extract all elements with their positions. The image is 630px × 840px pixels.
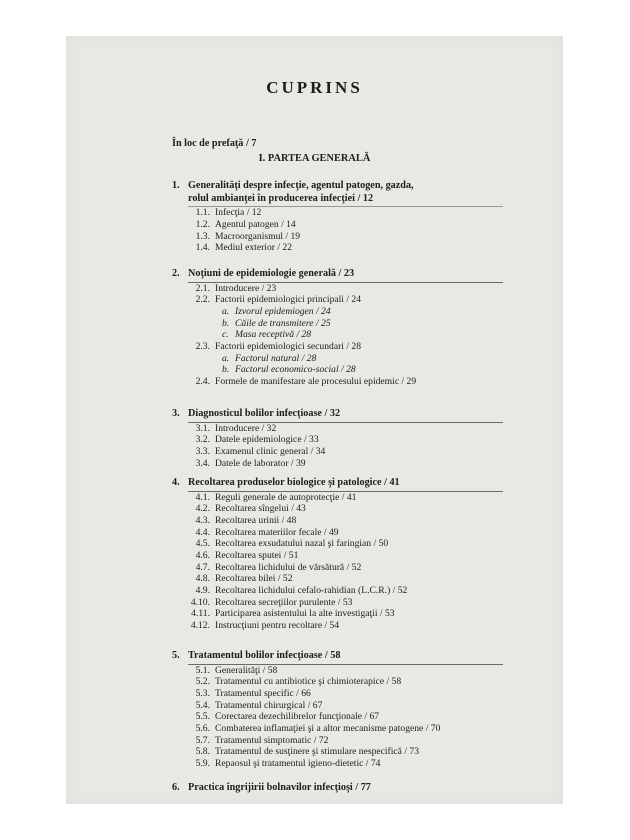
subsection-letter: c.: [222, 329, 229, 341]
section-number: 5.5.: [195, 711, 210, 723]
section-number: 4.8.: [195, 573, 210, 585]
chapter-number: 3.: [172, 408, 180, 419]
section-title: Agentul patogen / 14: [215, 218, 296, 230]
chapter-title: Tratamentul bolilor infecţioase / 58: [188, 650, 341, 661]
section-number: 4.3.: [195, 514, 210, 526]
chapter-title: Noţiuni de epidemiologie generală / 23: [188, 268, 355, 279]
section-number: 1.4.: [195, 242, 210, 254]
chapter-title: Practica îngrijirii bolnavilor infecţioşi / 77: [188, 782, 371, 793]
section-entry: [184, 341, 503, 353]
section-number: 1.2.: [195, 218, 210, 230]
chapter-4: [172, 477, 503, 631]
section-entry: [184, 503, 503, 515]
section-number: 5.9.: [195, 757, 210, 769]
section-entry: [184, 620, 503, 632]
chapter-title: Diagnosticul bolilor infecţioase / 32: [188, 408, 341, 419]
subsection-letter: b.: [222, 317, 230, 329]
section-number: 5.8.: [195, 746, 210, 758]
subsection-title: Căile de transmitere / 25: [235, 317, 331, 329]
section-entry: [184, 700, 503, 712]
section-number: 5.7.: [195, 734, 210, 746]
section-title: Introducere / 23: [215, 282, 277, 294]
section-entry: [184, 515, 503, 527]
preface-entry: În loc de prefaţă / 7: [172, 138, 257, 149]
section-number: 2.3.: [195, 340, 210, 352]
section-entry: [184, 376, 503, 388]
section-number: 3.4.: [195, 457, 210, 469]
section-title: Factorii epidemiologici principali / 24: [215, 294, 362, 306]
subsection-title: Factorul natural / 28: [235, 352, 317, 364]
chapter-title: Recoltarea produselor biologice şi patologice / 41: [188, 477, 400, 488]
part-heading: I. PARTEA GENERALĂ: [258, 153, 371, 164]
section-title: Recoltarea secreţiilor purulente / 53: [215, 596, 353, 608]
section-title: Examenul clinic general / 34: [215, 445, 326, 457]
page-title: CUPRINS: [266, 78, 363, 97]
section-title: Tratamentul simptomatic / 72: [215, 734, 329, 746]
section-number: 4.7.: [195, 561, 210, 573]
section-entry: [184, 231, 503, 243]
subsection-title: Izvorul epidemiogen / 24: [235, 305, 331, 317]
section-entry: [184, 688, 503, 700]
chapter-1: [172, 180, 503, 254]
section-entry: [184, 283, 503, 295]
section-entry: [184, 665, 503, 677]
section-title: Datele de laborator / 39: [215, 457, 306, 469]
section-title: Repaosul şi tratamentul igieno-dietetic / 74: [215, 757, 381, 769]
section-title: Corectarea dezechilibrelor funcţionale / 67: [215, 711, 380, 723]
section-title: Recoltarea lichidului de vărsătură / 52: [215, 561, 362, 573]
chapter-title: Generalităţi despre infecţie, agentul patogen, gazda, rolul ambianţei în producerea infecţiei / 12: [188, 180, 414, 204]
section-entry: [184, 735, 503, 747]
section-entry: [184, 458, 503, 470]
section-entry: [184, 550, 503, 562]
section-entry: [184, 573, 503, 585]
section-entry: [184, 294, 503, 306]
section-title: Participarea asistentului la alte investigaţii / 53: [215, 608, 395, 620]
section-title: Mediul exterior / 22: [215, 242, 292, 254]
chapter-number: 4.: [172, 477, 180, 488]
section-title: Generalităţi / 58: [215, 664, 278, 676]
section-title: Recoltarea lichidului cefalo-rahidian (L.C.R.) / 52: [215, 584, 408, 596]
section-title: Recoltarea bilei / 52: [215, 573, 293, 585]
section-entry: [184, 527, 503, 539]
section-title: Recoltarea exsudatului nazal şi faringian / 50: [215, 538, 389, 550]
section-title: Formele de manifestare ale procesului epidemic / 29: [215, 375, 417, 387]
section-title: Combaterea inflamaţiei şi a altor mecanisme patogene / 70: [215, 722, 441, 734]
section-entry: [184, 597, 503, 609]
section-title: Recoltarea urinii / 48: [215, 514, 297, 526]
section-title: Datele epidemiologice / 33: [215, 434, 319, 446]
book-page: [66, 36, 563, 804]
section-entry: [184, 746, 503, 758]
section-number: 1.3.: [195, 230, 210, 242]
section-entry: [184, 723, 503, 735]
section-entry: [184, 219, 503, 231]
section-entry: [184, 758, 503, 770]
section-number: 4.4.: [195, 526, 210, 538]
section-number: 1.1.: [195, 207, 210, 219]
section-title: Macroorganismul / 19: [215, 230, 301, 242]
section-title: Tratamentul specific / 66: [215, 687, 311, 699]
section-number: 3.2.: [195, 434, 210, 446]
section-entry: [184, 434, 503, 446]
section-title: Tratamentul de susţinere şi stimulare nespecifică / 73: [215, 746, 419, 758]
section-title: Reguli generale de autoprotecţie / 41: [215, 491, 357, 503]
section-title: Introducere / 32: [215, 422, 277, 434]
subsection-letter: a.: [222, 352, 230, 364]
section-entry: [184, 585, 503, 597]
section-number: 5.2.: [195, 676, 210, 688]
section-number: 2.2.: [195, 294, 210, 306]
section-title: Recoltarea sîngelui / 43: [215, 503, 306, 515]
chapter-3: [172, 408, 503, 469]
section-entry: [184, 711, 503, 723]
chapter-number: 1.: [172, 180, 180, 191]
subsection-entry: [222, 306, 503, 318]
section-number: 4.5.: [195, 538, 210, 550]
section-number: 4.10.: [190, 596, 210, 608]
chapter-6: [172, 782, 503, 795]
section-title: Recoltarea sputei / 51: [215, 549, 299, 561]
section-number: 5.1.: [195, 664, 210, 676]
subsection-title: Factorul economico-social / 28: [235, 364, 356, 376]
subsection-title: Masa receptivă / 28: [235, 329, 312, 341]
section-number: 5.6.: [195, 722, 210, 734]
subsection-entry: [222, 364, 503, 376]
section-number: 2.1.: [195, 282, 210, 294]
section-number: 4.12.: [190, 619, 210, 631]
section-title: Factorii epidemiologici secundari / 28: [215, 340, 362, 352]
chapter-number: 2.: [172, 268, 180, 279]
section-number: 4.6.: [195, 549, 210, 561]
section-entry: [184, 608, 503, 620]
section-number: 5.4.: [195, 699, 210, 711]
section-entry: [184, 423, 503, 435]
subsection-entry: [222, 329, 503, 341]
section-number: 4.2.: [195, 503, 210, 515]
section-entry: [184, 562, 503, 574]
chapter-2: [172, 268, 503, 388]
subsection-entry: [222, 353, 503, 365]
section-entry: [184, 492, 503, 504]
chapter-number: 5.: [172, 650, 180, 661]
section-title: Infecţia / 12: [215, 207, 262, 219]
section-entry: [184, 676, 503, 688]
subsection-letter: b.: [222, 364, 230, 376]
section-title: Instrucţiuni pentru recoltare / 54: [215, 619, 340, 631]
section-entry: [184, 207, 503, 219]
section-entry: [184, 446, 503, 458]
section-title: Recoltarea materiilor fecale / 49: [215, 526, 339, 538]
section-number: 4.11.: [191, 608, 210, 620]
section-number: 5.3.: [195, 687, 210, 699]
section-entry: [184, 242, 503, 254]
subsection-entry: [222, 318, 503, 330]
section-title: Tratamentul chirurgical / 67: [215, 699, 323, 711]
section-number: 3.3.: [195, 445, 210, 457]
subsection-letter: a.: [222, 305, 230, 317]
section-number: 3.1.: [195, 422, 210, 434]
section-number: 4.1.: [195, 491, 210, 503]
section-number: 2.4.: [195, 375, 210, 387]
chapter-number: 6.: [172, 782, 180, 793]
section-entry: [184, 538, 503, 550]
section-title: Tratamentul cu antibiotice şi chimioterapice / 58: [215, 676, 402, 688]
section-number: 4.9.: [195, 584, 210, 596]
chapter-5: [172, 650, 503, 770]
